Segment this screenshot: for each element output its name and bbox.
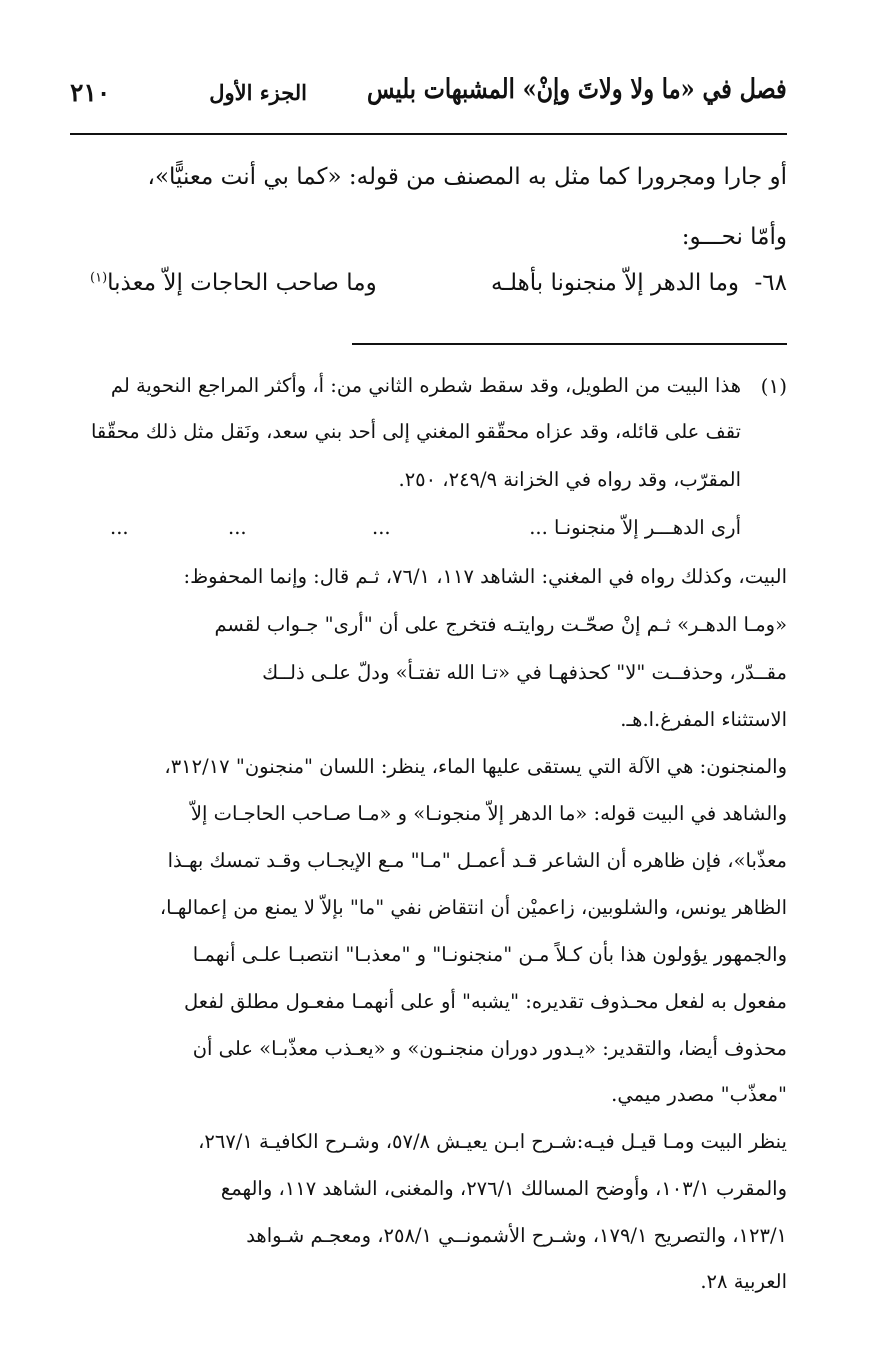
footnote-line: العربية ٢٨. — [700, 1270, 787, 1293]
footnote-line: معذّبا»، فإن ظاهره أن الشاعر قـد أعمـل "مـا" مـع الإيجـاب وقـد تمسك بهـذا — [167, 849, 787, 872]
footnote-line: محذوف أيضا، والتقدير: «يـدور دوران منجنـون» و «يعـذب معذّبـا» على أن — [192, 1037, 787, 1060]
ellipsis: ... — [228, 516, 247, 539]
footnote-separator — [352, 343, 787, 345]
footnote-line: هذا البيت من الطويل، وقد سقط شطره الثاني من: أ، وأكثر المراجع النحوية لم — [110, 374, 741, 397]
footnote-marker: (١) — [760, 374, 787, 398]
footnote-line: الظاهر يونس، والشلوبين، زاعميْن أن انتقاض نفي "ما" بإلاّ لا يمنع من إعمالهـا، — [159, 896, 787, 919]
footnote-line: ينظر البيت ومـا قيـل فيـه:شـرح ابـن يعيـش ٥٧/٨، وشـرح الكافيـة ٢٦٧/١، — [198, 1130, 787, 1153]
footnote-line: والجمهور يؤولون هذا بأن كـلاً مـن "منجنونـا" و "معذبـا" انتصبـا علـى أنهمـا — [192, 943, 787, 966]
body-line: أو جارا ومجرورا كما مثل به المصنف من قوله: «كما بي أنت معنيًّا»، — [147, 164, 787, 190]
footnote-line: والمقرب ١٠٣/١، وأوضح المسالك ٢٧٦/١، والمغنى، الشاهد ١١٧، والهمع — [220, 1177, 787, 1200]
footnote-line: والشاهد في البيت قوله: «ما الدهر إلاّ منجونـا» و «مـا صـاحب الحاجـات إلاّ — [190, 802, 787, 825]
page-number: ٢١٠ — [70, 78, 111, 107]
footnote-reference: (١) — [90, 270, 108, 286]
header-rule — [70, 133, 787, 135]
footnote-line: والمنجنون: هي الآلة التي يستقى عليها الماء، ينظر: اللسان "منجنون" ٣١٢/١٧، — [164, 755, 787, 778]
footnote-line: مقــدّر، وحذفــت "لا" كحذفهـا في «تـا الله تفتـأ» ودلّ علـى ذلــك — [262, 661, 787, 684]
footnote-line: المقرّب، وقد رواه في الخزانة ٢٤٩/٩، ٢٥٠. — [398, 468, 741, 491]
quoted-hemistich — [110, 516, 741, 546]
running-header — [70, 74, 787, 122]
chapter-title: فصل في «ما ولا ولاتَ وإنْ» المشبهات بليس — [367, 74, 787, 105]
volume-label: الجزء الأول — [209, 80, 307, 105]
ellipsis: ... — [110, 516, 129, 539]
verse-second-hemistich: وما صاحب الحاجات إلاّ معذبا$^{(١)}$ — [90, 270, 377, 296]
footnote-line: ١٢٣/١، والتصريح ١٧٩/١، وشـرح الأشمونــي ٢٥٨/١، ومعجـم شـواهد — [246, 1224, 787, 1247]
footnote-line: البيت، وكذلك رواه في المغني: الشاهد ١١٧، ٧٦/١، ثـم قال: وإنما المحفوظ: — [183, 565, 787, 588]
footnote-line: مفعول به لفعل محـذوف تقديره: "يشبه" أو على أنهمـا مفعـول مطلق لفعل — [184, 990, 787, 1013]
footnote-line: تقف على قائله، وقد عزاه محقّقو المغني إلى أحد بني سعد، ونَقل مثل ذلك محقّقا — [90, 420, 741, 443]
verse — [70, 270, 787, 310]
verse-first-hemistich: وما الدهر إلاّ منجنونا بأهلـه — [490, 270, 739, 296]
verse-number: ٦٨- — [754, 270, 787, 296]
body-line: وأمّا نحـــو: — [681, 224, 787, 250]
quoted-half: أرى الدهـــر إلاّ منجنونـا ... — [529, 516, 741, 539]
ellipsis: ... — [372, 516, 391, 539]
footnote-line: الاستثناء المفرغ.ا.هـ. — [620, 708, 787, 731]
footnote-line: «ومـا الدهـر» ثـم إنْ صحّـت روايتـه فتخرج على أن "أرى" جـواب لقسم — [214, 613, 787, 636]
footnote-line: "معذّب" مصدر ميمي. — [611, 1083, 787, 1106]
